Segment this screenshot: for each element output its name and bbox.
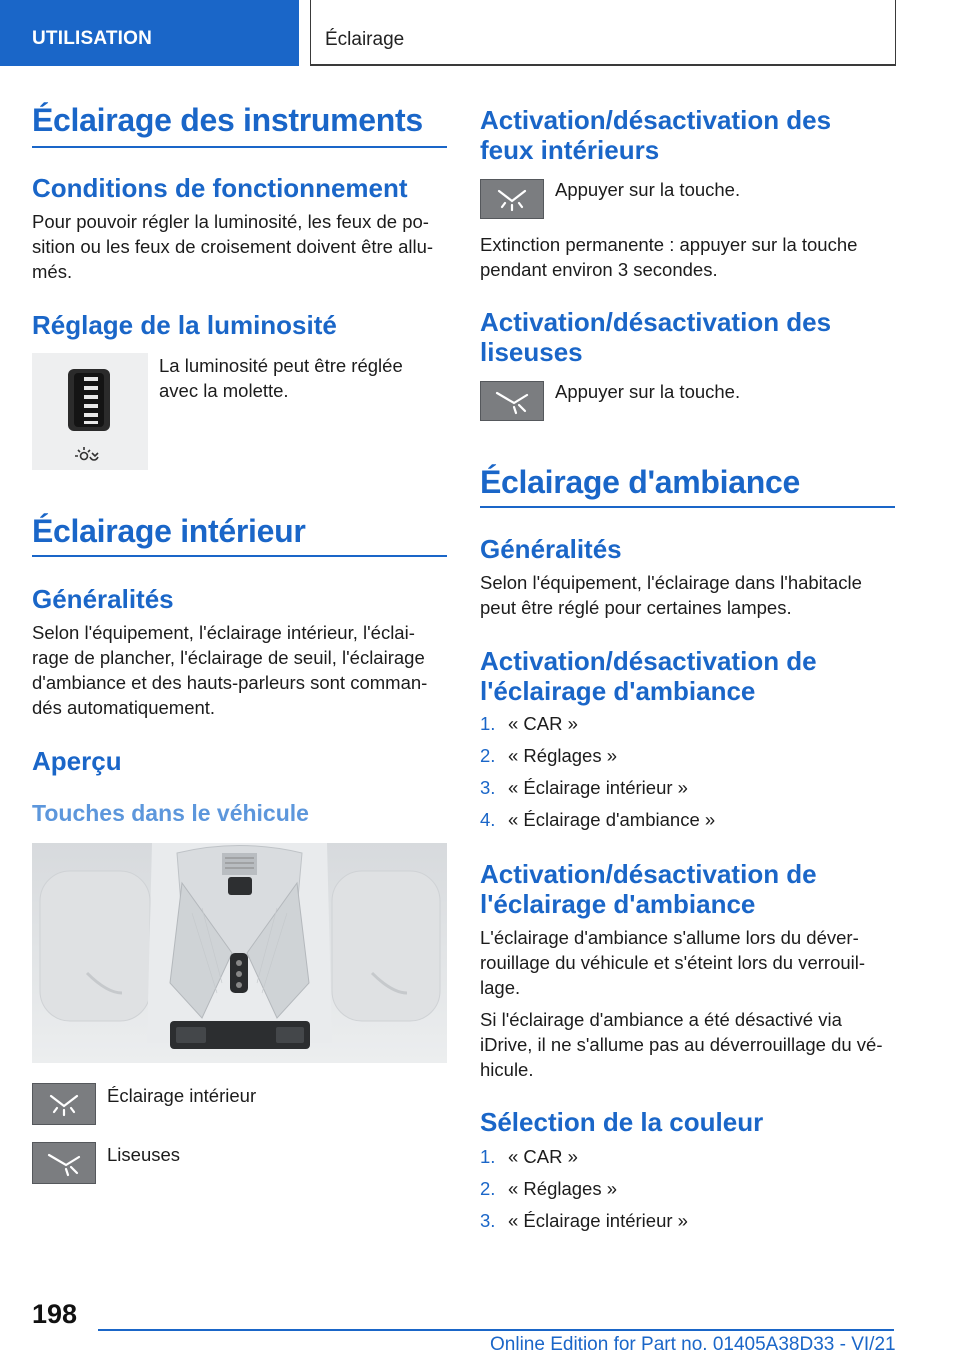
paragraph-feux	[480, 232, 857, 282]
legend-reading-light: Liseuses	[107, 1144, 181, 1165]
text-line: lage.	[480, 977, 521, 998]
text-line: hicule.	[480, 1059, 534, 1080]
roof-console-photo	[32, 843, 447, 1063]
step-number: 3.	[480, 777, 496, 798]
title-rule	[32, 555, 447, 557]
heading-line: Activation/désactivation de	[480, 859, 817, 889]
step-text: « Éclairage intérieur »	[508, 777, 688, 798]
text-line: avec la molette.	[159, 380, 289, 401]
step-number: 4.	[480, 809, 496, 830]
text-line: peut être réglé pour certaines lampes.	[480, 597, 792, 618]
step-number: 1.	[480, 713, 496, 734]
heading-generalites: Généralités	[32, 584, 174, 614]
step-text: « Réglages »	[508, 745, 618, 766]
step-text: « CAR »	[508, 713, 578, 734]
interior-light-button-image	[32, 1083, 96, 1125]
heading-line: Activation/désactivation des	[480, 105, 832, 135]
heading-line: Activation/désactivation de	[480, 646, 817, 676]
reading-light-button-image	[32, 1142, 96, 1184]
text-line: rage de plancher, l'éclairage de seuil, l'éclairage	[32, 647, 425, 668]
feux-button-image	[480, 179, 544, 219]
heading-line: liseuses	[480, 337, 583, 367]
heading-line: l'éclairage d'ambiance	[480, 889, 756, 919]
paragraph-activation-2b	[480, 1007, 883, 1082]
text-line: Selon l'équipement, l'éclairage dans l'habitacle	[480, 572, 862, 593]
text-line: sition ou les feux de croisement doivent être allu-	[32, 236, 434, 257]
text-line: d'ambiance et des hauts-parleurs sont comman-	[32, 672, 428, 693]
paragraph-luminosite	[159, 353, 403, 403]
title-instruments: Éclairage des instruments	[32, 102, 423, 138]
heading-activation-1	[480, 646, 817, 706]
paragraph-generalites	[32, 620, 427, 720]
section-label: UTILISATION	[32, 28, 153, 49]
heading-conditions: Conditions de fonctionnement	[32, 173, 408, 203]
text-line: més.	[32, 261, 73, 282]
step-text: « Éclairage intérieur »	[508, 1210, 688, 1231]
heading-luminosite: Réglage de la luminosité	[32, 310, 337, 340]
text-line: L'éclairage d'ambiance s'allume lors du déver-	[480, 927, 859, 948]
interior-light-icon	[481, 180, 543, 218]
text-line: Selon l'équipement, l'éclairage intérieur, l'éclai-	[32, 622, 415, 643]
text-line: rouillage du véhicule et s'éteint lors du verrouil-	[480, 952, 866, 973]
heading-line: Activation/désactivation des	[480, 307, 832, 337]
heading-activation-2	[480, 859, 817, 919]
paragraph-activation-2a	[480, 925, 865, 1000]
step-text: « Réglages »	[508, 1178, 618, 1199]
text-line: iDrive, il ne s'allume pas au déverrouillage du vé-	[480, 1034, 883, 1055]
heading-ambiance-generalites: Généralités	[480, 534, 622, 564]
liseuses-button-text: Appuyer sur la touche.	[555, 381, 741, 402]
text-line: dés automatiquement.	[32, 697, 216, 718]
title-ambiance: Éclairage d'ambiance	[480, 464, 800, 500]
step-text: « Éclairage d'ambiance »	[508, 809, 716, 830]
heading-feux	[480, 105, 831, 165]
edition-link[interactable]: Online Edition for Part no. 01405A38D33 - VI/21	[490, 1334, 896, 1355]
interior-light-icon	[33, 1084, 95, 1124]
paragraph-ambiance-generalites	[480, 570, 862, 620]
feux-button-text: Appuyer sur la touche.	[555, 179, 741, 200]
step-text: « CAR »	[508, 1146, 578, 1167]
title-interieur: Éclairage intérieur	[32, 513, 306, 549]
text-line: Pour pouvoir régler la luminosité, les feux de po-	[32, 211, 429, 232]
title-rule	[480, 506, 895, 508]
title-rule	[32, 146, 447, 148]
heading-apercu: Aperçu	[32, 746, 122, 776]
text-line: Extinction permanente : appuyer sur la touche	[480, 234, 858, 255]
heading-couleur: Sélection de la couleur	[480, 1107, 764, 1137]
heading-liseuses	[480, 307, 831, 367]
brightness-wheel-image	[32, 353, 148, 470]
heading-line: feux intérieurs	[480, 135, 660, 165]
heading-line: l'éclairage d'ambiance	[480, 676, 756, 706]
heading-touches: Touches dans le véhicule	[32, 800, 309, 826]
paragraph-conditions	[32, 209, 433, 284]
step-number: 2.	[480, 1178, 496, 1199]
text-line: La luminosité peut être réglée	[159, 355, 403, 376]
text-line: pendant environ 3 secondes.	[480, 259, 718, 280]
step-number: 3.	[480, 1210, 496, 1231]
reading-light-icon	[481, 382, 543, 420]
page-number: 198	[32, 1299, 78, 1329]
section-tab	[0, 0, 299, 66]
step-number: 1.	[480, 1146, 496, 1167]
step-number: 2.	[480, 745, 496, 766]
text-line: Si l'éclairage d'ambiance a été désactivé via	[480, 1009, 842, 1030]
footer-rule	[98, 1329, 894, 1331]
reading-light-icon	[33, 1143, 95, 1183]
liseuses-button-image	[480, 381, 544, 421]
chapter-label: Éclairage	[325, 29, 405, 50]
chapter-box	[310, 0, 896, 66]
legend-interior-light: Éclairage intérieur	[107, 1085, 257, 1106]
